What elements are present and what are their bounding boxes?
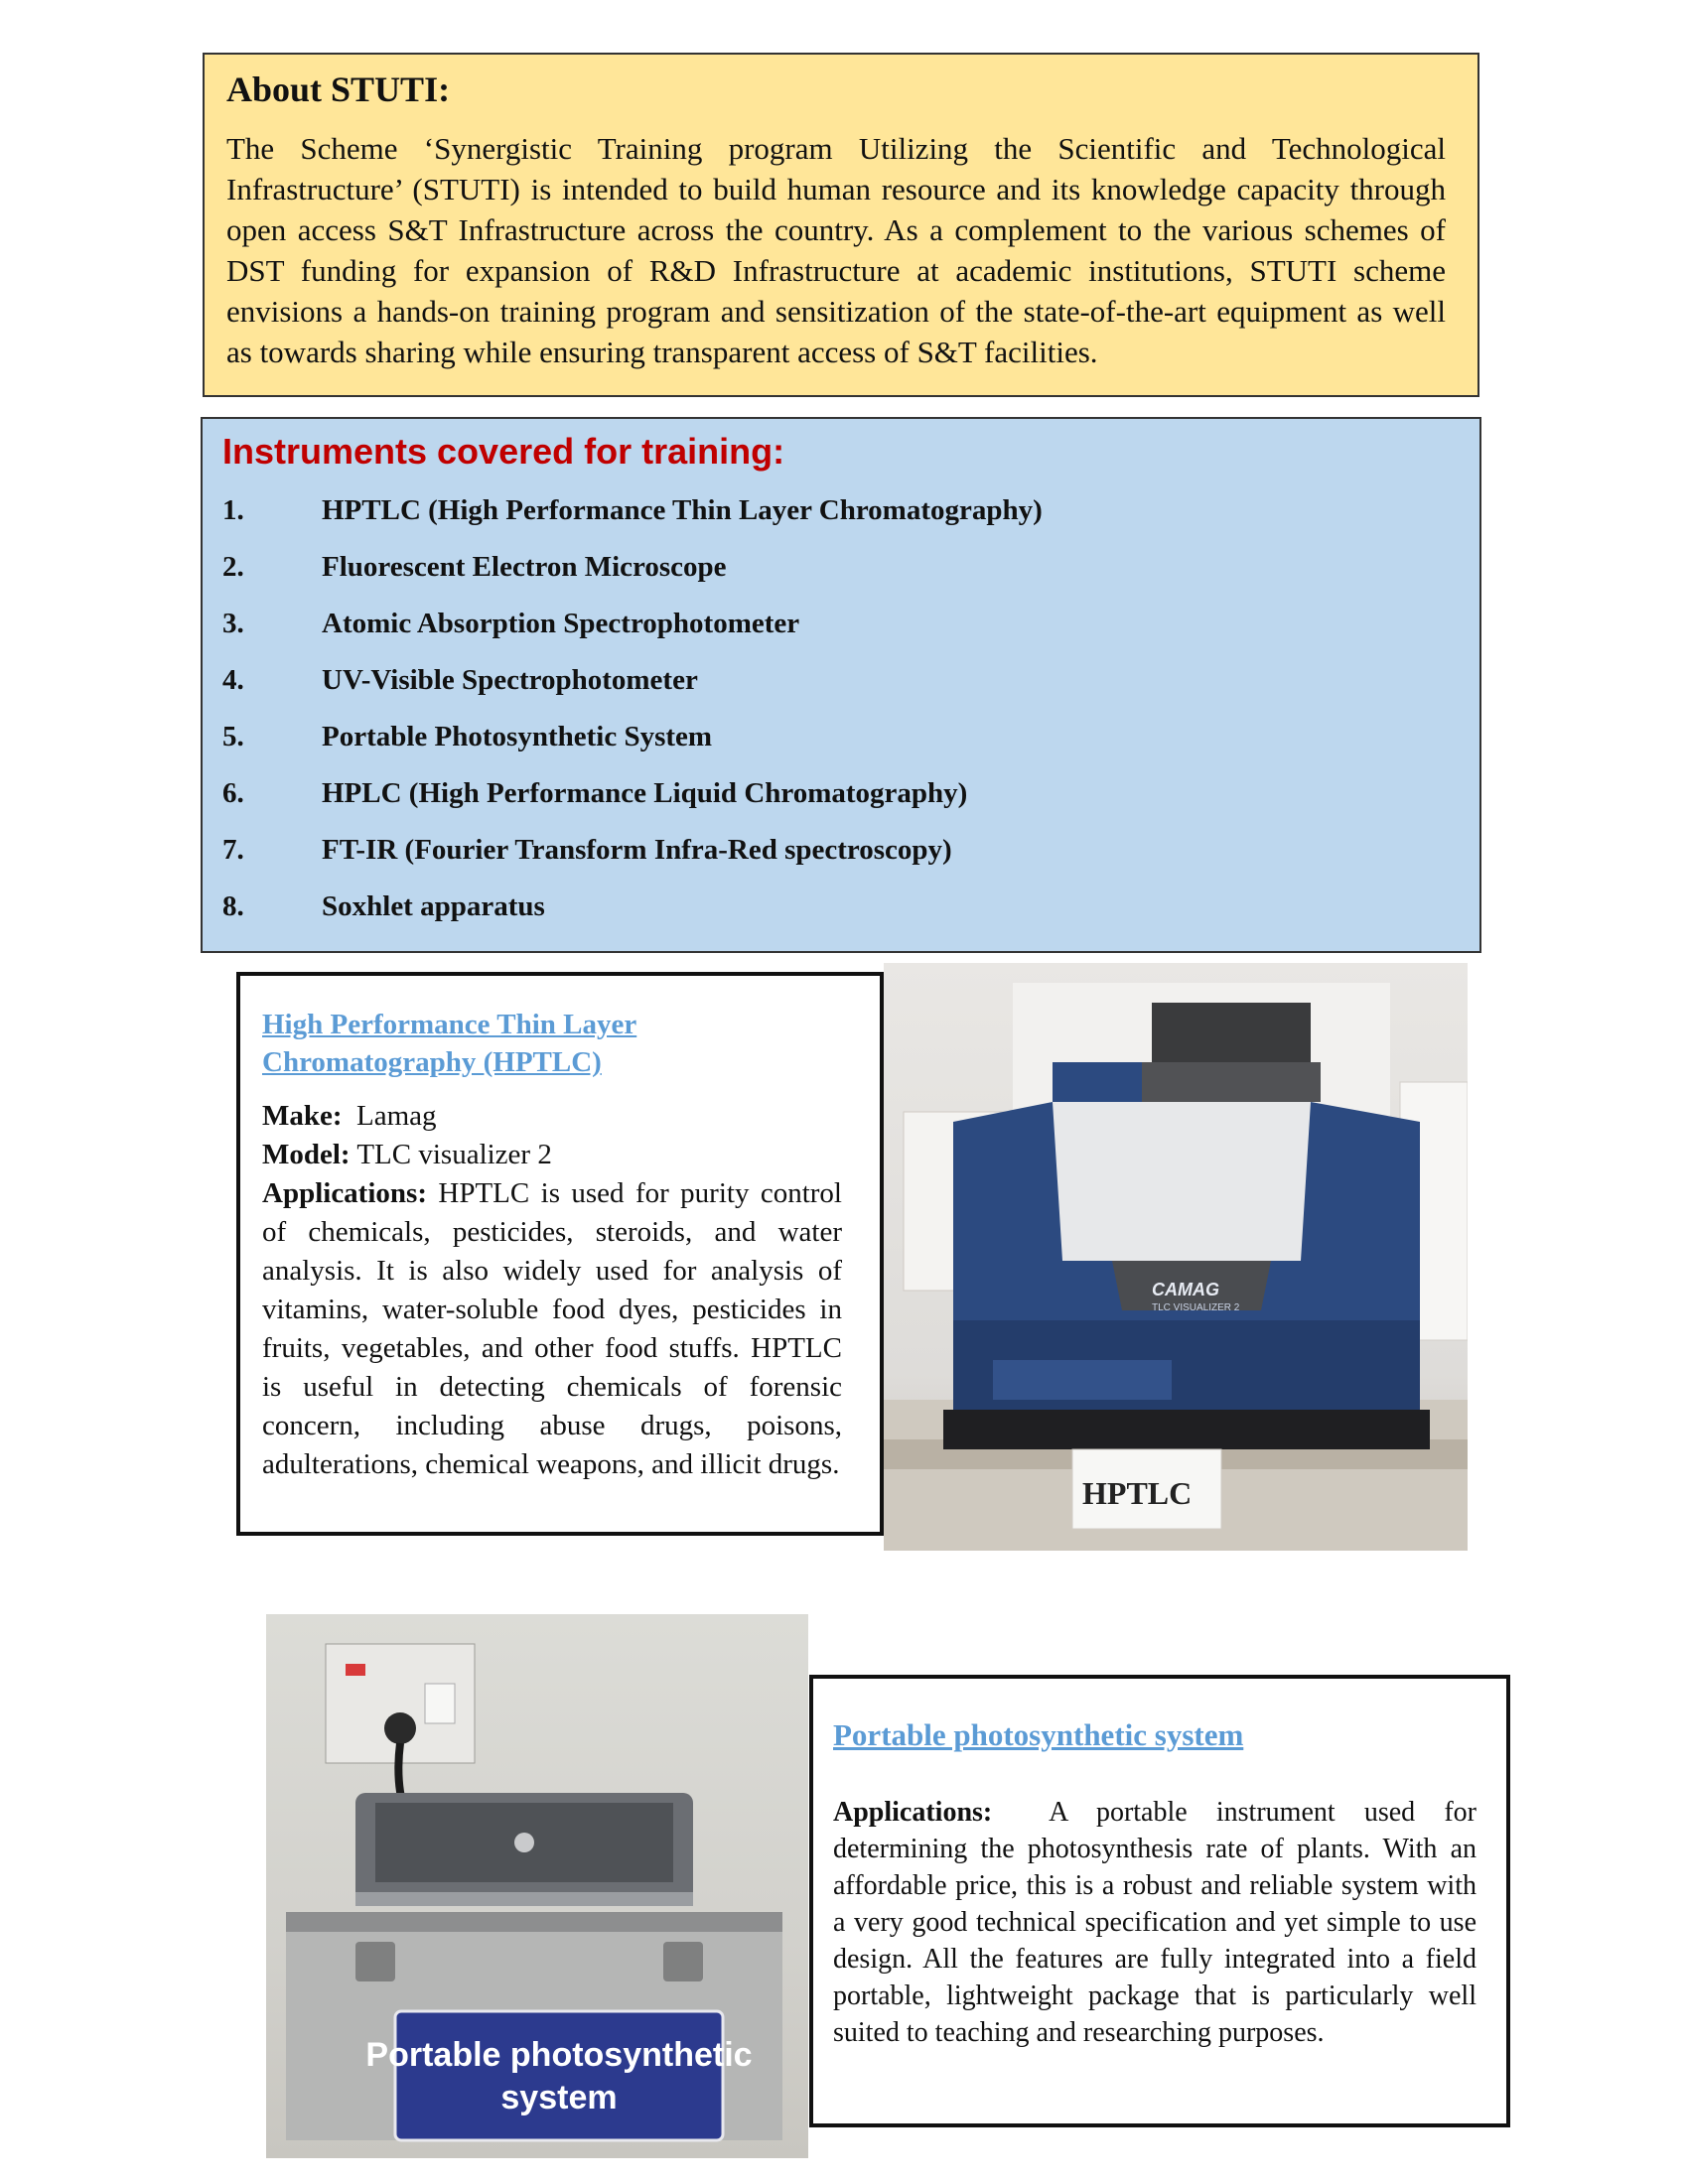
about-heading: About STUTI: [226,69,451,109]
applications-text: A portable instrument used for determining the photosynthesis rate of plants. With an affordable price, this is a robust and reliable system with a very good technical specification and yet simple to use design. All the features are fully integrated into a field portable, lightweight package that is particularly well suited to teaching and researching purposes. [833,1797,1477,2048]
list-item [222,664,1460,721]
list-item [222,551,1460,608]
hptlc-info-box [236,972,884,1536]
about-stuti-box [203,53,1479,397]
list-item [222,608,1460,664]
hptlc-title-line2: Chromatography (HPTLC) [262,1046,602,1078]
instruments-box [201,417,1481,953]
list-item [222,834,1460,890]
item-label: Soxhlet apparatus [322,890,545,922]
applications-text: HPTLC is used for purity control of chemicals, pesticides, steroids, and water analysis. It is also widely used for analysis of vitamins, water-soluble food dyes, pesticides in fruits, vegetables, and other food stuffs. HPTLC is useful in detecting chemicals of forensic concern, including abuse drugs, poisons, adulterations, chemical weapons, and illicit drugs. [262,1177,842,1480]
hptlc-title-line1: High Performance Thin Layer [262,1009,637,1040]
item-number: 7. [222,834,244,866]
photosynthetic-photo-illustration [266,1614,808,2158]
applications-label: Applications: [833,1797,993,1828]
photosynthetic-applications [833,1794,1477,2051]
model-label: Model: [262,1139,351,1170]
instruments-list [222,494,1460,947]
item-number: 2. [222,551,244,583]
item-label: HPLC (High Performance Liquid Chromatography) [322,777,968,809]
list-item [222,721,1460,777]
item-label: HPTLC (High Performance Thin Layer Chromatography) [322,494,1043,526]
instruments-heading: Instruments covered for training: [222,431,785,472]
photosynthetic-system-photo [266,1614,808,2158]
photosynthetic-title-link[interactable]: Portable photosynthetic system [833,1717,1244,1752]
model-value: TLC visualizer 2 [356,1139,552,1170]
item-label: Atomic Absorption Spectrophotometer [322,608,800,639]
item-number: 1. [222,494,244,526]
photo-sign-line1: Portable photosynthetic [365,2036,753,2074]
photo-model-text: TLC VISUALIZER 2 [1152,1302,1240,1313]
hptlc-applications [262,1174,842,1484]
item-number: 4. [222,664,244,696]
hptlc-make [262,1097,842,1136]
about-body: The Scheme ‘Synergistic Training program Utilizing the Scientific and Technological Infrastructure’ (STUTI) is intended to build human resource and its knowledge capacity through open access S&T Infrastructure across the country. As a complement to the various schemes of DST funding for expansion of R&D Infrastructure at academic institutions, STUTI scheme envisions a hands-on training program and sensitization of the state-of-the-art equipment as well as towards sharing while ensuring transparent access of S&T facilities. [226,131,1446,369]
item-label: FT-IR (Fourier Transform Infra-Red spectroscopy) [322,834,952,866]
hptlc-instrument-photo [884,963,1468,1551]
make-value: Lamag [356,1100,437,1132]
hptlc-title-link[interactable] [262,1006,842,1081]
applications-label: Applications: [262,1177,427,1209]
list-item [222,890,1460,947]
hptlc-photo-illustration [884,963,1468,1551]
item-label: Fluorescent Electron Microscope [322,551,727,583]
item-number: 6. [222,777,244,809]
hptlc-model [262,1136,842,1174]
photosynthetic-info-box [809,1675,1510,2127]
item-label: UV-Visible Spectrophotometer [322,664,698,696]
item-number: 5. [222,721,244,752]
item-label: Portable Photosynthetic System [322,721,713,752]
list-item [222,777,1460,834]
list-item [222,494,1460,551]
item-number: 8. [222,890,244,922]
make-label: Make: [262,1100,343,1132]
photo-sign-line2: system [500,2079,618,2116]
item-number: 3. [222,608,244,639]
photo-sign-text: HPTLC [1082,1475,1193,1511]
photo-brand-text: CAMAG [1152,1280,1219,1299]
